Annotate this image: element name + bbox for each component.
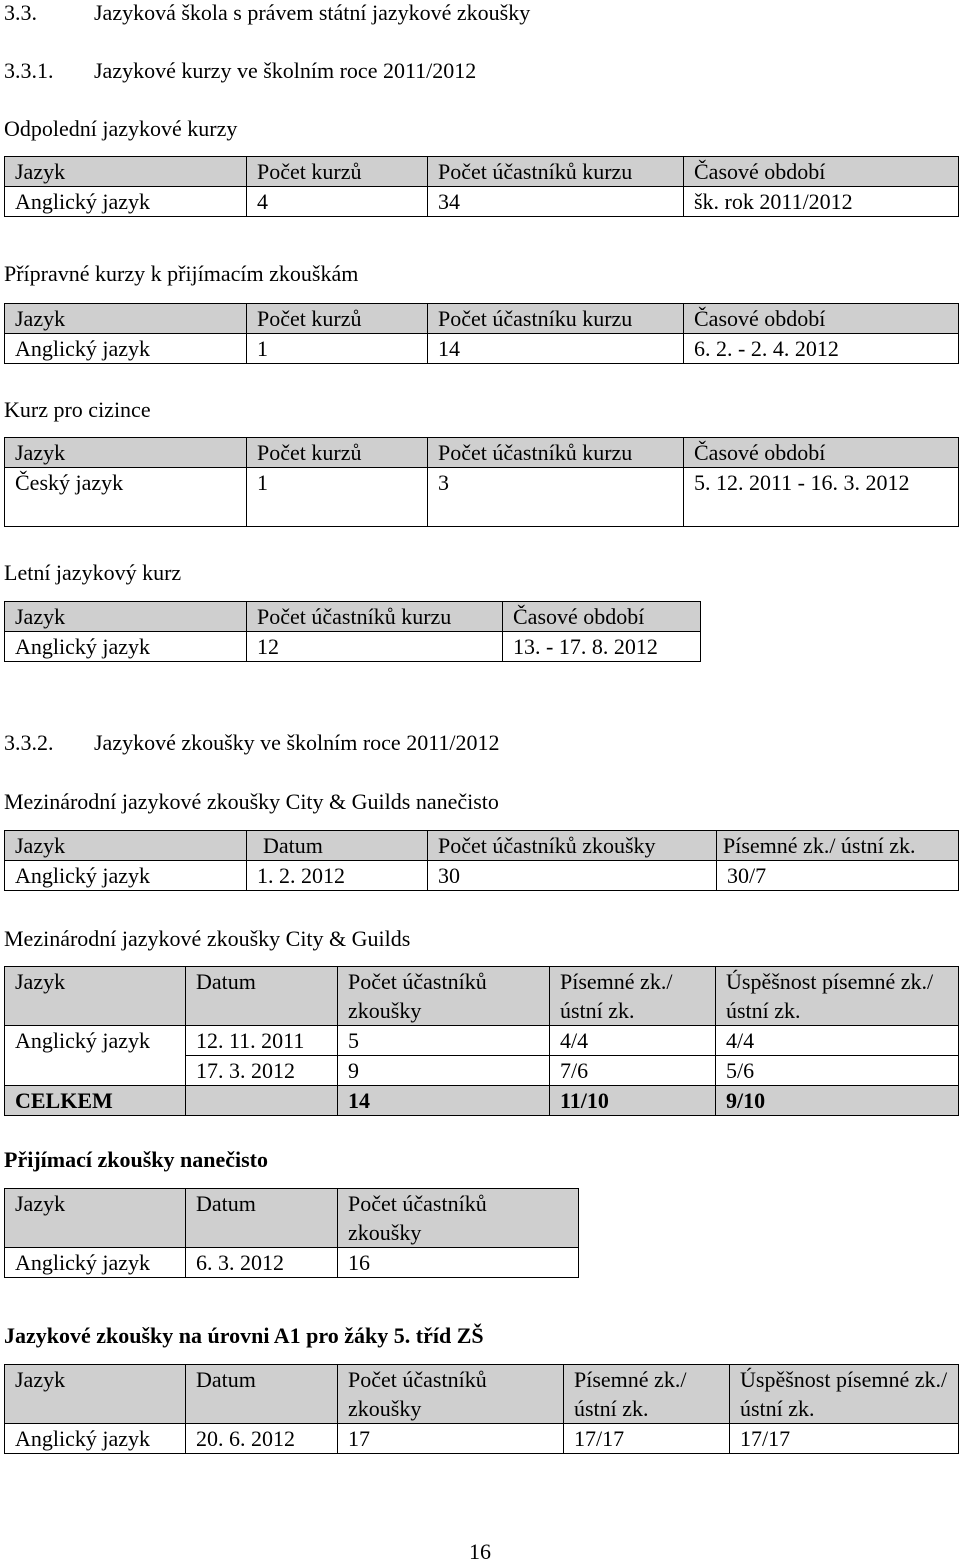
header-cell: Počet účastníku kurzu bbox=[428, 304, 684, 334]
table-row bbox=[5, 187, 959, 217]
header-cell: Písemné zk./ ústní zk. bbox=[717, 831, 959, 861]
table-header-row bbox=[5, 1189, 579, 1248]
cell: Český jazyk bbox=[5, 468, 247, 527]
cell: 1 bbox=[247, 468, 428, 527]
table-header-row bbox=[5, 602, 701, 632]
header-cell: Počet účastníků zkoušky bbox=[338, 1365, 564, 1424]
cell: 17/17 bbox=[730, 1424, 959, 1454]
cell: šk. rok 2011/2012 bbox=[684, 187, 959, 217]
cell: Anglický jazyk bbox=[5, 632, 247, 662]
header-cell: Písemné zk./ústní zk. bbox=[564, 1365, 730, 1424]
cell: 9 bbox=[338, 1056, 550, 1086]
table-row bbox=[5, 468, 959, 527]
header-cell: Datum bbox=[186, 967, 338, 1026]
header-cell: Počet kurzů bbox=[247, 157, 428, 187]
cell: 4/4 bbox=[550, 1026, 716, 1056]
table-city-guilds-mock bbox=[4, 830, 959, 891]
header-cell: Jazyk bbox=[5, 967, 186, 1026]
table-title: Mezinárodní jazykové zkoušky City & Guilds nanečisto bbox=[4, 789, 499, 814]
cell: 14 bbox=[338, 1086, 550, 1116]
header-cell: Písemné zk./ústní zk. bbox=[550, 967, 716, 1026]
table-row bbox=[5, 632, 701, 662]
cell: 5 bbox=[338, 1026, 550, 1056]
table-admission-mock bbox=[4, 1188, 579, 1278]
header-cell: Časové období bbox=[684, 157, 959, 187]
table-a1-exams bbox=[4, 1364, 959, 1454]
cell: 1. 2. 2012 bbox=[247, 861, 428, 891]
cell: 12 bbox=[247, 632, 503, 662]
cell: Anglický jazyk bbox=[5, 187, 247, 217]
header-cell: Počet účastníků zkoušky bbox=[338, 967, 550, 1026]
table-row bbox=[5, 1424, 959, 1454]
header-cell: Počet kurzů bbox=[247, 304, 428, 334]
cell: 14 bbox=[428, 334, 684, 364]
table-title: Letní jazykový kurz bbox=[4, 560, 182, 585]
cell: 6. 3. 2012 bbox=[186, 1248, 338, 1278]
cell: 34 bbox=[428, 187, 684, 217]
cell bbox=[186, 1086, 338, 1116]
cell: 1 bbox=[247, 334, 428, 364]
cell: 3 bbox=[428, 468, 684, 527]
table-header-row bbox=[5, 967, 959, 1026]
header-cell: Datum bbox=[186, 1189, 338, 1248]
table-row bbox=[5, 1026, 959, 1056]
heading-3-3-1 bbox=[4, 56, 476, 85]
cell: 4/4 bbox=[716, 1026, 959, 1056]
header-cell: Jazyk bbox=[5, 831, 247, 861]
header-cell: Jazyk bbox=[5, 602, 247, 632]
cell: 4 bbox=[247, 187, 428, 217]
table-title: Kurz pro cizince bbox=[4, 397, 151, 422]
table-title: Přijímací zkoušky nanečisto bbox=[4, 1147, 268, 1172]
table-afternoon-courses bbox=[4, 156, 959, 217]
heading-number: 3.3. bbox=[4, 0, 37, 25]
cell: 20. 6. 2012 bbox=[186, 1424, 338, 1454]
table-title: Odpolední jazykové kurzy bbox=[4, 116, 238, 141]
table-title: Jazykové zkoušky na úrovni A1 pro žáky 5. tříd ZŠ bbox=[4, 1323, 484, 1348]
heading-text: Jazyková škola s právem státní jazykové zkoušky bbox=[94, 0, 531, 25]
table-foreigners-course bbox=[4, 437, 959, 527]
cell: 17/17 bbox=[564, 1424, 730, 1454]
cell: 30/7 bbox=[717, 861, 959, 891]
header-cell: Počet účastníků zkoušky bbox=[338, 1189, 579, 1248]
table-header-row bbox=[5, 831, 959, 861]
cell: 5/6 bbox=[716, 1056, 959, 1086]
table-row bbox=[5, 1248, 579, 1278]
table-row bbox=[5, 861, 959, 891]
heading-3-3-2 bbox=[4, 728, 500, 757]
header-cell: Jazyk bbox=[5, 304, 247, 334]
cell bbox=[5, 1056, 186, 1086]
cell: 16 bbox=[338, 1248, 579, 1278]
cell: Anglický jazyk bbox=[5, 1026, 186, 1056]
heading-text: Jazykové zkoušky ve školním roce 2011/2012 bbox=[94, 730, 500, 755]
cell: 6. 2. - 2. 4. 2012 bbox=[684, 334, 959, 364]
header-cell: Jazyk bbox=[5, 438, 247, 468]
header-cell: Datum bbox=[247, 831, 428, 861]
header-cell: Počet účastníků zkoušky bbox=[428, 831, 717, 861]
cell: Anglický jazyk bbox=[5, 861, 247, 891]
cell: 5. 12. 2011 - 16. 3. 2012 bbox=[684, 468, 959, 527]
table-header-row bbox=[5, 304, 959, 334]
header-cell: Počet kurzů bbox=[247, 438, 428, 468]
cell: Anglický jazyk bbox=[5, 1424, 186, 1454]
page-number: 16 bbox=[469, 1539, 491, 1564]
cell: 13. - 17. 8. 2012 bbox=[503, 632, 701, 662]
table-summer-course bbox=[4, 601, 701, 662]
cell: 7/6 bbox=[550, 1056, 716, 1086]
header-cell: Časové období bbox=[503, 602, 701, 632]
heading-3-3 bbox=[4, 0, 530, 27]
table-header-row bbox=[5, 438, 959, 468]
header-cell: Počet účastníků kurzu bbox=[428, 157, 684, 187]
table-total-row bbox=[5, 1086, 959, 1116]
cell: 30 bbox=[428, 861, 717, 891]
table-header-row bbox=[5, 1365, 959, 1424]
table-city-guilds bbox=[4, 966, 959, 1116]
header-cell: Datum bbox=[186, 1365, 338, 1424]
cell: 12. 11. 2011 bbox=[186, 1026, 338, 1056]
header-cell: Jazyk bbox=[5, 1189, 186, 1248]
header-cell: Časové období bbox=[684, 304, 959, 334]
table-row bbox=[5, 334, 959, 364]
cell: 9/10 bbox=[716, 1086, 959, 1116]
table-preparatory-courses bbox=[4, 303, 959, 364]
cell: 11/10 bbox=[550, 1086, 716, 1116]
heading-text: Jazykové kurzy ve školním roce 2011/2012 bbox=[94, 58, 477, 83]
heading-number: 3.3.1. bbox=[4, 58, 54, 83]
header-cell: Úspěšnost písemné zk./ústní zk. bbox=[730, 1365, 959, 1424]
header-cell: Časové období bbox=[684, 438, 959, 468]
heading-number: 3.3.2. bbox=[4, 730, 54, 755]
table-title: Mezinárodní jazykové zkoušky City & Guilds bbox=[4, 926, 411, 951]
cell: 17. 3. 2012 bbox=[186, 1056, 338, 1086]
cell: 17 bbox=[338, 1424, 564, 1454]
total-label: CELKEM bbox=[5, 1086, 186, 1116]
table-header-row bbox=[5, 157, 959, 187]
table-row bbox=[5, 1056, 959, 1086]
table-title: Přípravné kurzy k přijímacím zkouškám bbox=[4, 261, 359, 286]
header-cell: Jazyk bbox=[5, 1365, 186, 1424]
header-cell: Úspěšnost písemné zk./ústní zk. bbox=[716, 967, 959, 1026]
header-cell: Počet účastníků kurzu bbox=[247, 602, 503, 632]
cell: Anglický jazyk bbox=[5, 334, 247, 364]
header-cell: Jazyk bbox=[5, 157, 247, 187]
cell: Anglický jazyk bbox=[5, 1248, 186, 1278]
header-cell: Počet účastníků kurzu bbox=[428, 438, 684, 468]
